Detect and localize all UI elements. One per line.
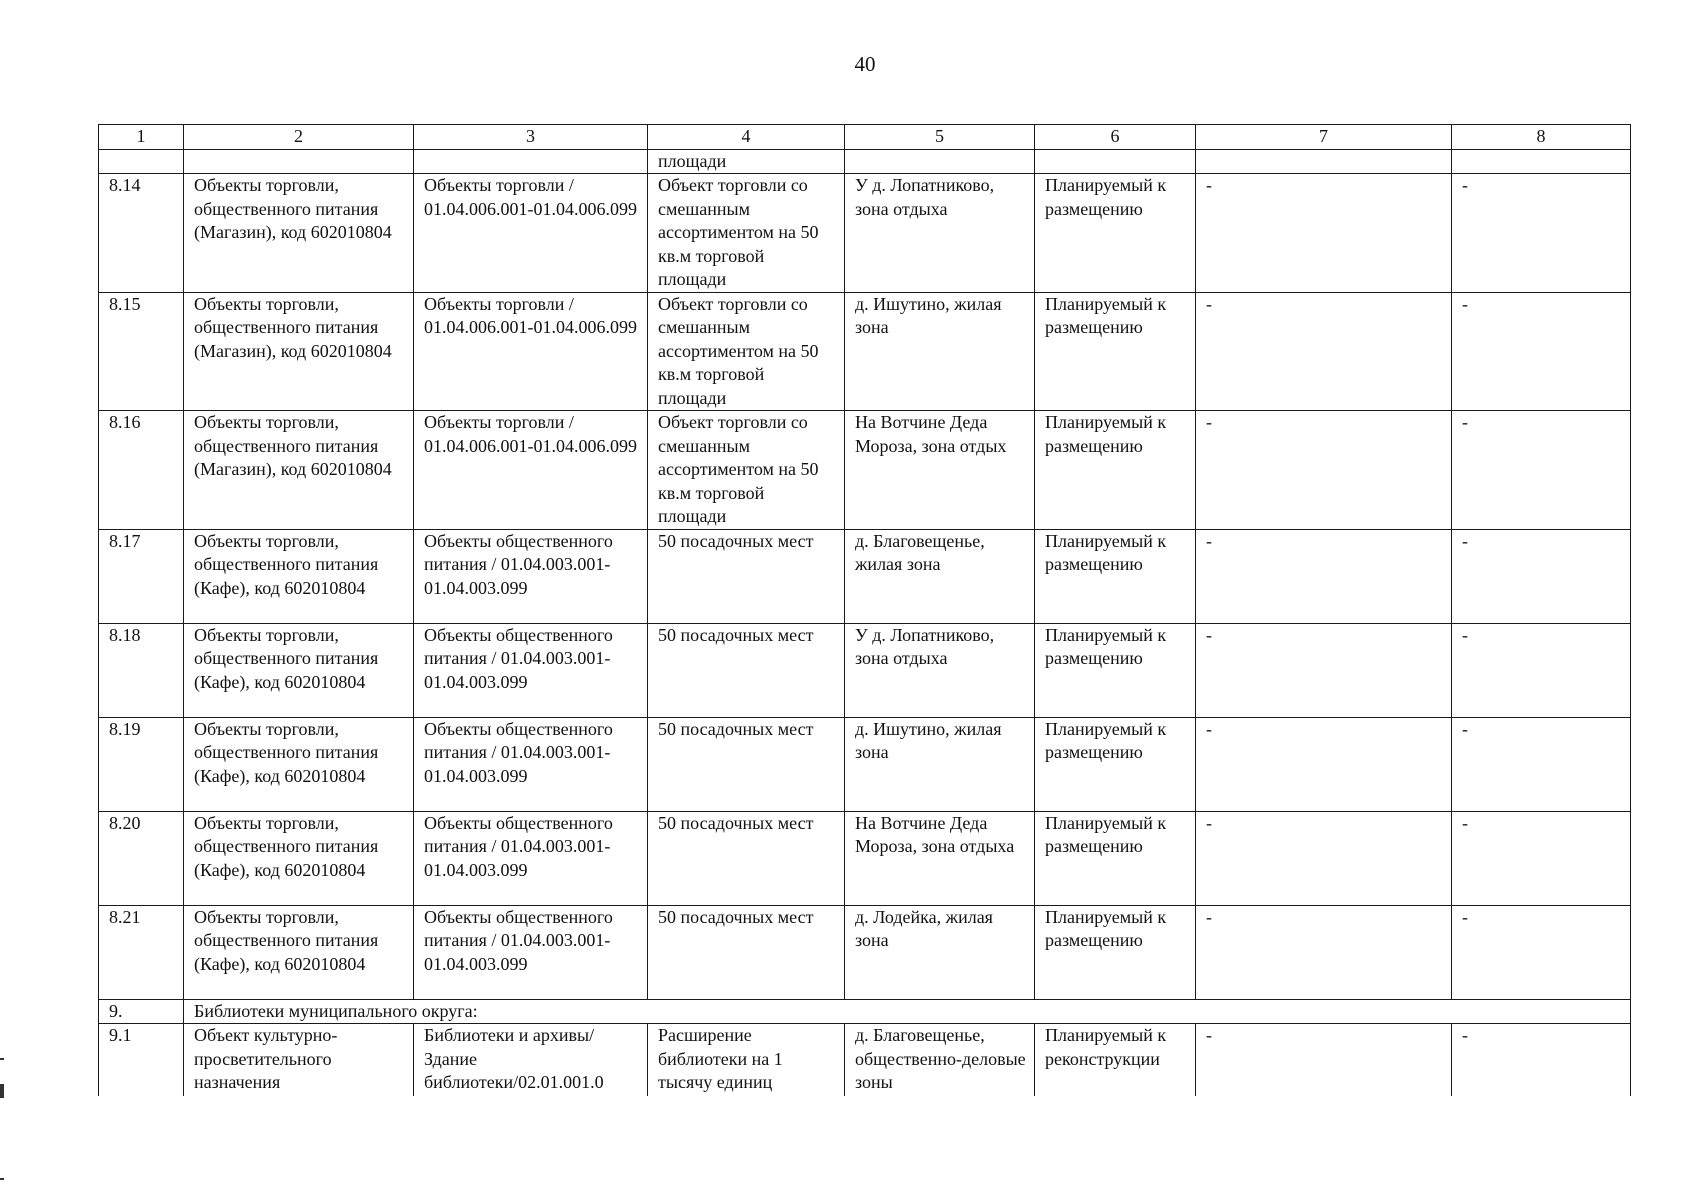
column-number: 8 [1452, 125, 1631, 150]
object-name-cell: Объекты торговли, общественного питания (Магазин), код 602010804 [184, 174, 414, 293]
capacity-cell: 50 посадочных мест [648, 529, 845, 623]
capacity-cell: Объект торговли со смешанным ассортиментом на 50 кв.м торговой площади [648, 411, 845, 530]
location-cell: д. Ишутино, жилая зона [845, 717, 1035, 811]
column-number-row [99, 125, 1631, 150]
capacity-cell: 50 посадочных мест [648, 905, 845, 999]
table-row [99, 292, 1631, 411]
section-title: Библиотеки муниципального округа: [184, 999, 1631, 1024]
row-number-cell: 8.16 [99, 411, 184, 530]
location-cell: д. Благовещенье, общественно-деловые зоны [845, 1024, 1035, 1097]
column-8-cell: - [1452, 905, 1631, 999]
status-cell: Планируемый к размещению [1035, 292, 1196, 411]
status-cell: Планируемый к размещению [1035, 811, 1196, 905]
object-name-cell: Объекты торговли, общественного питания (Кафе), код 602010804 [184, 529, 414, 623]
scan-margin-mark [0, 1084, 4, 1098]
row-number-cell: 8.15 [99, 292, 184, 411]
column-7-cell: - [1196, 529, 1452, 623]
location-cell: д. Благовещенье, жилая зона [845, 529, 1035, 623]
empty-cell [184, 149, 414, 174]
column-7-cell: - [1196, 623, 1452, 717]
row-number-cell: 8.21 [99, 905, 184, 999]
empty-cell [1196, 149, 1452, 174]
column-7-cell: - [1196, 811, 1452, 905]
status-cell: Планируемый к реконструкции [1035, 1024, 1196, 1097]
column-number: 3 [414, 125, 648, 150]
capacity-cell: Объект торговли со смешанным ассортиментом на 50 кв.м торговой площади [648, 174, 845, 293]
column-number: 4 [648, 125, 845, 150]
column-7-cell: - [1196, 717, 1452, 811]
section-header-row [99, 999, 1631, 1024]
table-row [99, 623, 1631, 717]
status-cell: Планируемый к размещению [1035, 623, 1196, 717]
section-number: 9. [99, 999, 184, 1024]
row-number-cell: 8.17 [99, 529, 184, 623]
capacity-cell: 50 посадочных мест [648, 623, 845, 717]
status-cell: Планируемый к размещению [1035, 411, 1196, 530]
column-8-cell: - [1452, 717, 1631, 811]
empty-cell [1035, 149, 1196, 174]
row-number-cell: 8.18 [99, 623, 184, 717]
empty-cell [845, 149, 1035, 174]
column-7-cell: - [1196, 905, 1452, 999]
object-type-cell: Объекты торговли / 01.04.006.001-01.04.006.099 [414, 174, 648, 293]
table-row [99, 174, 1631, 293]
capacity-cell: 50 посадочных мест [648, 717, 845, 811]
location-cell: На Вотчине Деда Мороза, зона отдыха [845, 811, 1035, 905]
row-number-cell: 8.19 [99, 717, 184, 811]
column-8-cell: - [1452, 529, 1631, 623]
capacity-cell: 50 посадочных мест [648, 811, 845, 905]
column-number: 6 [1035, 125, 1196, 150]
column-number: 1 [99, 125, 184, 150]
object-type-cell: Объекты общественного питания / 01.04.003.001-01.04.003.099 [414, 529, 648, 623]
table-row [99, 411, 1631, 530]
scan-margin-mark [0, 1178, 4, 1180]
status-cell: Планируемый к размещению [1035, 529, 1196, 623]
page-number: 40 [854, 52, 876, 76]
capacity-cell: Расширение библиотеки на 1 тысячу единиц [648, 1024, 845, 1097]
empty-cell [99, 149, 184, 174]
row-number-cell: 9.1 [99, 1024, 184, 1097]
object-name-cell: Объект культурно-просветительного назначения [184, 1024, 414, 1097]
location-cell: У д. Лопатниково, зона отдыха [845, 174, 1035, 293]
column-7-cell: - [1196, 174, 1452, 293]
capacity-cell: площади [648, 149, 845, 174]
location-cell: д. Ишутино, жилая зона [845, 292, 1035, 411]
column-8-cell: - [1452, 811, 1631, 905]
scan-margin-mark [0, 1058, 4, 1060]
column-8-cell: - [1452, 623, 1631, 717]
row-number-cell: 8.14 [99, 174, 184, 293]
table-row [99, 905, 1631, 999]
column-8-cell: - [1452, 411, 1631, 530]
status-cell: Планируемый к размещению [1035, 905, 1196, 999]
location-cell: У д. Лопатниково, зона отдыха [845, 623, 1035, 717]
empty-cell [414, 149, 648, 174]
object-type-cell: Объекты торговли / 01.04.006.001-01.04.006.099 [414, 292, 648, 411]
objects-table [98, 124, 1631, 1096]
status-cell: Планируемый к размещению [1035, 717, 1196, 811]
table-row [99, 717, 1631, 811]
column-number: 7 [1196, 125, 1452, 150]
column-8-cell: - [1452, 292, 1631, 411]
status-cell: Планируемый к размещению [1035, 174, 1196, 293]
object-type-cell: Объекты торговли / 01.04.006.001-01.04.006.099 [414, 411, 648, 530]
object-name-cell: Объекты торговли, общественного питания (Кафе), код 602010804 [184, 811, 414, 905]
object-type-cell: Объекты общественного питания / 01.04.003.001-01.04.003.099 [414, 717, 648, 811]
row-number-cell: 8.20 [99, 811, 184, 905]
column-7-cell: - [1196, 411, 1452, 530]
table-row [99, 1024, 1631, 1097]
column-8-cell: - [1452, 174, 1631, 293]
continuation-row [99, 149, 1631, 174]
location-cell: д. Лодейка, жилая зона [845, 905, 1035, 999]
object-name-cell: Объекты торговли, общественного питания (Магазин), код 602010804 [184, 411, 414, 530]
capacity-cell: Объект торговли со смешанным ассортиментом на 50 кв.м торговой площади [648, 292, 845, 411]
table-row [99, 529, 1631, 623]
object-name-cell: Объекты торговли, общественного питания (Кафе), код 602010804 [184, 717, 414, 811]
empty-cell [1452, 149, 1631, 174]
column-number: 5 [845, 125, 1035, 150]
location-cell: На Вотчине Деда Мороза, зона отдых [845, 411, 1035, 530]
column-7-cell: - [1196, 1024, 1452, 1097]
object-type-cell: Объекты общественного питания / 01.04.003.001-01.04.003.099 [414, 623, 648, 717]
object-type-cell: Объекты общественного питания / 01.04.003.001-01.04.003.099 [414, 905, 648, 999]
column-7-cell: - [1196, 292, 1452, 411]
object-name-cell: Объекты торговли, общественного питания (Кафе), код 602010804 [184, 905, 414, 999]
column-number: 2 [184, 125, 414, 150]
object-name-cell: Объекты торговли, общественного питания (Магазин), код 602010804 [184, 292, 414, 411]
column-8-cell: - [1452, 1024, 1631, 1097]
object-type-cell: Библиотеки и архивы/ Здание библиотеки/02.01.001.0 [414, 1024, 648, 1097]
table-row [99, 811, 1631, 905]
object-type-cell: Объекты общественного питания / 01.04.003.001-01.04.003.099 [414, 811, 648, 905]
object-name-cell: Объекты торговли, общественного питания (Кафе), код 602010804 [184, 623, 414, 717]
